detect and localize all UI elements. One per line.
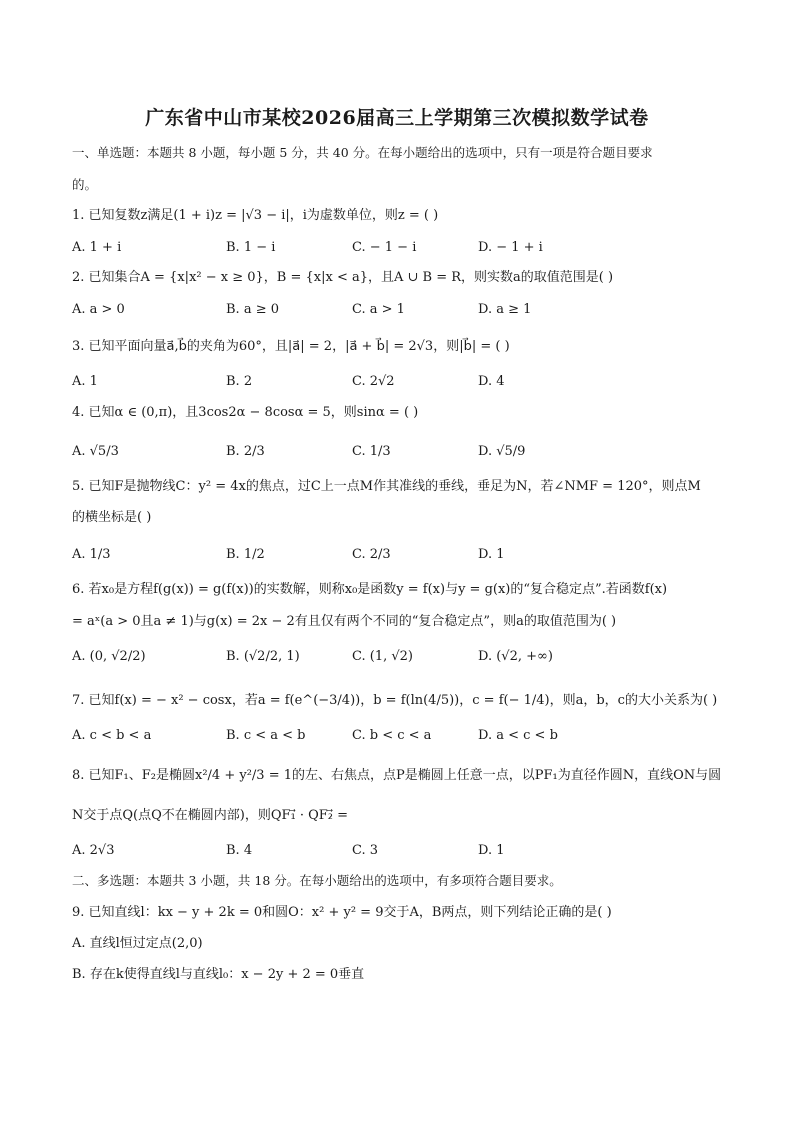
question-6-option-b: B. (√2/2, 1) [226, 649, 300, 664]
question-5-option-b: B. 1/2 [226, 547, 265, 562]
question-3-option-b: B. 2 [226, 374, 253, 389]
section-1-instructions: 一、单选题：本题共 8 小题，每小题 5 分，共 40 分。在每小题给出的选项中，只有一项是符合题目要求 [72, 145, 653, 160]
question-5-stem: 5. 已知F是抛物线C：y² = 4x的焦点，过C上一点M作其准线的垂线，垂足为N，若∠NMF = 120°，则点M [72, 479, 701, 494]
section-1-instructions-cont: 的。 [72, 177, 98, 192]
question-7-stem: 7. 已知f(x) = − x² − cosx，若a = f(e^(−3/4))，b = f(ln(4/5))，c = f(− 1/4)，则a，b，c的大小关系为( ) [72, 693, 718, 708]
question-7-option-b: B. c < a < b [226, 728, 306, 743]
question-9-option-b: B. 存在k使得直线l与直线l₀：x − 2y + 2 = 0垂直 [72, 967, 365, 982]
question-6-stem-cont: = aˣ(a > 0且a ≠ 1)与g(x) = 2x − 2有且仅有两个不同的“复合稳定点”，则a的取值范围为( ) [72, 614, 617, 629]
question-8-stem: 8. 已知F₁、F₂是椭圆x²/4 + y²/3 = 1的左、右焦点，点P是椭圆上任意一点，以PF₁为直径作圆N，直线ON与圆 [72, 768, 722, 783]
question-7-option-d: D. a < c < b [478, 728, 558, 743]
question-6-option-c: C. (1, √2) [352, 649, 413, 664]
question-6-stem: 6. 若x₀是方程f(g(x)) = g(f(x))的实数解，则称x₀是函数y = f(x)与y = g(x)的“复合稳定点”.若函数f(x) [72, 582, 668, 597]
section-2-instructions: 二、多选题：本题共 3 小题，共 18 分。在每小题给出的选项中，有多项符合题目要求。 [72, 873, 562, 888]
question-2-option-d: D. a ≥ 1 [478, 302, 532, 317]
question-7-option-c: C. b < c < a [352, 728, 432, 743]
question-8-option-c: C. 3 [352, 843, 379, 858]
question-1-option-b: B. 1 − i [226, 240, 276, 255]
question-1-option-d: D. − 1 + i [478, 240, 543, 255]
question-2-option-a: A. a > 0 [72, 302, 125, 317]
question-6-option-a: A. (0, √2/2) [72, 649, 146, 664]
question-8-stem-cont: N交于点Q(点Q不在椭圆内部)，则QF₁⃗ · QF₂⃗ = [72, 808, 349, 823]
question-6-option-d: D. (√2, +∞) [478, 649, 553, 664]
question-2-stem: 2. 已知集合A = {x|x² − x ≥ 0}，B = {x|x < a}，且A ∪ B = R，则实数a的取值范围是( ) [72, 270, 614, 285]
question-1-stem: 1. 已知复数z满足(1 + i)z = |√3 − i|，i为虚数单位，则z = ( ) [72, 208, 439, 223]
question-8-option-b: B. 4 [226, 843, 253, 858]
question-5-option-c: C. 2/3 [352, 547, 391, 562]
question-9-stem: 9. 已知直线l：kx − y + 2k = 0和圆O：x² + y² = 9交于A，B两点，则下列结论正确的是( ) [72, 905, 612, 920]
question-1-option-c: C. − 1 − i [352, 240, 417, 255]
question-2-option-b: B. a ≥ 0 [226, 302, 279, 317]
question-8-option-d: D. 1 [478, 843, 505, 858]
page-title: 广东省中山市某校2026届高三上学期第三次模拟数学试卷 [145, 107, 649, 129]
question-4-option-c: C. 1/3 [352, 444, 391, 459]
question-5-stem-cont: 的横坐标是( ) [72, 510, 152, 525]
question-5-option-d: D. 1 [478, 547, 505, 562]
question-4-option-d: D. √5/9 [478, 444, 526, 459]
question-3-option-c: C. 2√2 [352, 374, 395, 389]
question-5-option-a: A. 1/3 [72, 547, 111, 562]
question-4-option-b: B. 2/3 [226, 444, 265, 459]
question-1-option-a: A. 1 + i [72, 240, 122, 255]
question-2-option-c: C. a > 1 [352, 302, 405, 317]
question-3-option-a: A. 1 [72, 374, 98, 389]
question-4-stem: 4. 已知α ∈ (0,π)，且3cos2α − 8cosα = 5，则sinα = ( ) [72, 405, 419, 420]
question-3-stem: 3. 已知平面向量a⃗,b⃗的夹角为60°，且|a⃗| = 2，|a⃗ + b⃗| = 2√3，则|b⃗| = ( ) [72, 339, 510, 354]
question-3-option-d: D. 4 [478, 374, 505, 389]
question-7-option-a: A. c < b < a [72, 728, 152, 743]
question-9-option-a: A. 直线l恒过定点(2,0) [72, 936, 203, 951]
question-4-option-a: A. √5/3 [72, 444, 119, 459]
question-8-option-a: A. 2√3 [72, 843, 115, 858]
